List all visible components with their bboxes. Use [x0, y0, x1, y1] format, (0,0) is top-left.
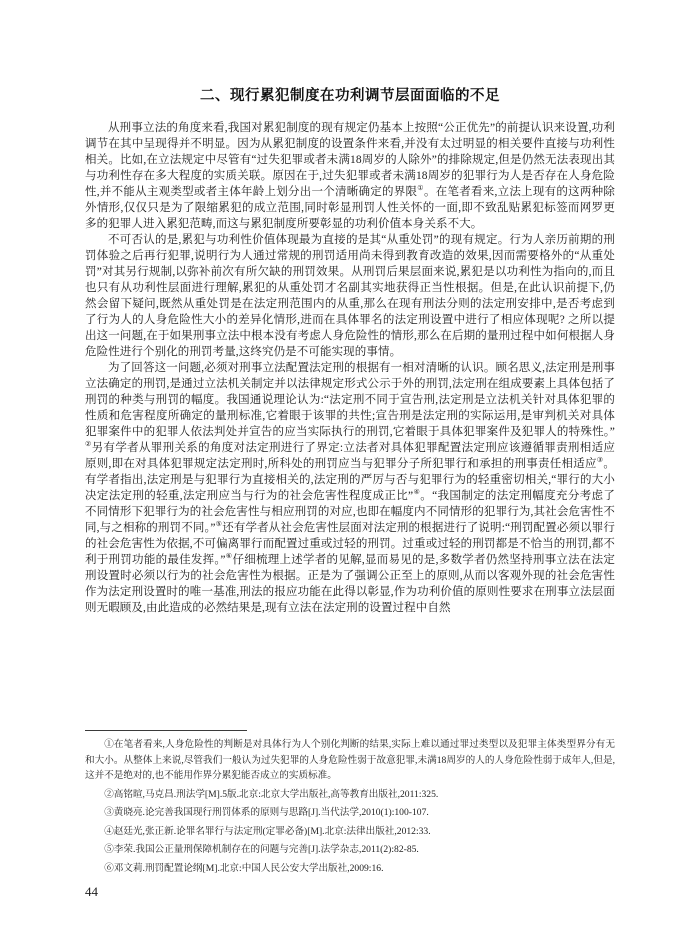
page-number: 44	[85, 884, 98, 899]
footnote-4: ④赵廷光,张正新.论罪名罪行与法定刑(定罪必备)[M].北京:法律出版社,2012:33.	[104, 825, 431, 837]
footnotes	[85, 737, 615, 876]
footnote-separator	[85, 730, 247, 731]
footnote-3: ③黄晓亮.论完善我国现行刑罚体系的原则与思路[J].当代法学,2010(1):100-107.	[104, 807, 429, 818]
paragraph-1: 从刑事立法的角度来看,我国对累犯制度的现有规定仍基本上按照“公正优先”的前提认识来设置,功利调节在其中呈现得并不明显。因为从累犯制度的设置条件来看,并没有太过明显的相关要件直接与功利性相关。比如,在立法规定中尽管有“过失犯罪或者未满18周岁的人除外”的排除规定,但是仍然无法表现出其与功利性存在多大程度的实质关联。原因在于,过失犯罪或者未满18周岁的犯罪行为人是否存在人身危险性,并不能从主观类型或者主体年龄上划分出一个清晰确定的界限①。在笔者看来,立法上现有的这两种除外情形,仅仅只是为了限缩累犯的成立范围,同时彰显刑罚人性关怀的一面,即不致乱贴累犯标签而网罗更多的犯罪人进入累犯范畴,而这与累犯制度所要彰显的功利价值本身关系不大。	[85, 122, 615, 230]
footnote-6: ⑥邓文莉.刑罚配置论纲[M].北京:中国人民公安大学出版社,2009:16.	[104, 862, 384, 874]
paragraph-2: 不可否认的是,累犯与功利性价值体现最为直接的是其“从重处罚”的现有规定。行为人亲历前期的刑罚体验之后再行犯罪,说明行为人通过常规的刑罚适用尚未得到教育改造的效果,因而需要格外的“从重处罚”对其另行规制,以弥补前次有所欠缺的刑罚效果。从刑罚后果层面来说,累犯是以功利性为指向的,而且也只有从功利性层面进行理解,累犯的从重处罚才名副其实地获得正当性根据。但是,在此认识前提下,仍然会留下疑问,既然从重处罚是在法定刑范围内的从重,那么在现有刑法分则的法定刑安排中,是否考虑到了行为人的人身危险性大小的差异化情形,进而在具体罪名的法定刑设置中进行了相应体现呢? 之所以提出这一问题,在于如果刑事立法中根本没有考虑人身危险性的情形,那么在后期的量刑过程中如何根据人身危险性进行个别化的刑罚考量,这终究仍是不可能实现的事情。	[85, 234, 615, 358]
footnote-2: ②高铭暄,马克昌.刑法学[M].5版.北京:北京大学出版社,高等教育出版社,2011:325.	[104, 788, 439, 800]
footnote-area	[85, 730, 615, 879]
paragraph-3: 为了回答这一问题,必须对刑事立法配置法定刑的根据有一相对清晰的认识。顾名思义,法定刑是刑事立法确定的刑罚,是通过立法机关制定并以法律规定形式公示于外的刑罚,法定刑在组成要素上具体包括了刑罚的种类与刑罚的幅度。我国通说理论认为:“法定刑不同于宣告刑,法定刑是立法机关针对具体犯罪的性质和危害程度所确定的量刑标准,它着眼于该罪的共性;宣告刑是法定刑的实际运用,是审判机关对具体犯罪案件中的犯罪人依法判处并宣告的应当实际执行的刑罚,它着眼于具体犯罪案件及犯罪人的特殊性。”②另有学者从罪刑关系的角度对法定刑进行了界定:立法者对具体犯罪配置法定刑应该遵循罪责刑相适应原则,即在对具体犯罪规定法定刑时,所科处的刑罚应当与犯罪分子所犯罪行和承担的刑事责任相适应③。有学者指出,法定刑是与犯罪行为直接相关的,法定刑的严厉与否与犯罪行为的轻重密切相关,“罪行的大小决定法定刑的轻重,法定刑应当与行为的社会危害性程度成正比”④。“我国制定的法定刑幅度充分考虑了不同情形下犯罪行为的社会危害性与相应刑罚的对应,也即在幅度内不同情形的犯罪行为,其社会危害性不同,与之相称的刑罚不同。”⑤还有学者从社会危害性层面对法定刑的根据进行了说明:“刑罚配置必须以罪行的社会危害性为依据,不可偏离罪行而配置过重或过轻的刑罚。过重或过轻的刑罚都是不恰当的刑罚,都不利于刑罚功能的最佳发挥。”⑥仔细梳理上述学者的见解,显而易见的是,多数学者仍然坚持刑事立法在法定刑设置时必须以行为的社会危害性为根据。正是为了强调公正至上的原则,从而以客观外现的社会危害性作为法定刑设置时的唯一基准,刑法的报应功能在此得以彰显,作为功利价值的原则性要求在刑事立法层面则无暇顾及,由此造成的必然结果是,现有立法在法定刑的设置过程中自然	[85, 362, 616, 614]
main-content	[85, 84, 615, 616]
footnote-1: ①在笔者看来,人身危险性的判断是对具体行为人个别化判断的结果,实际上难以通过罪过类型以及犯罪主体类型界分有无和大小。从整体上来说,尽管我们一般认为过失犯罪的人身危险性弱于故意犯罪,未满18周岁的人的人身危险性弱于成年人,但是,这并不是绝对的,也不能用作界分累犯能否成立的实质标准。	[85, 739, 615, 781]
section-title: 二、现行累犯制度在功利调节层面面临的不足	[200, 88, 500, 104]
body-text	[85, 120, 615, 616]
footnote-5: ⑤李荣.我国公正量刑保障机制存在的问题与完善[J].法学杂志,2011(2):82-85.	[104, 844, 419, 855]
